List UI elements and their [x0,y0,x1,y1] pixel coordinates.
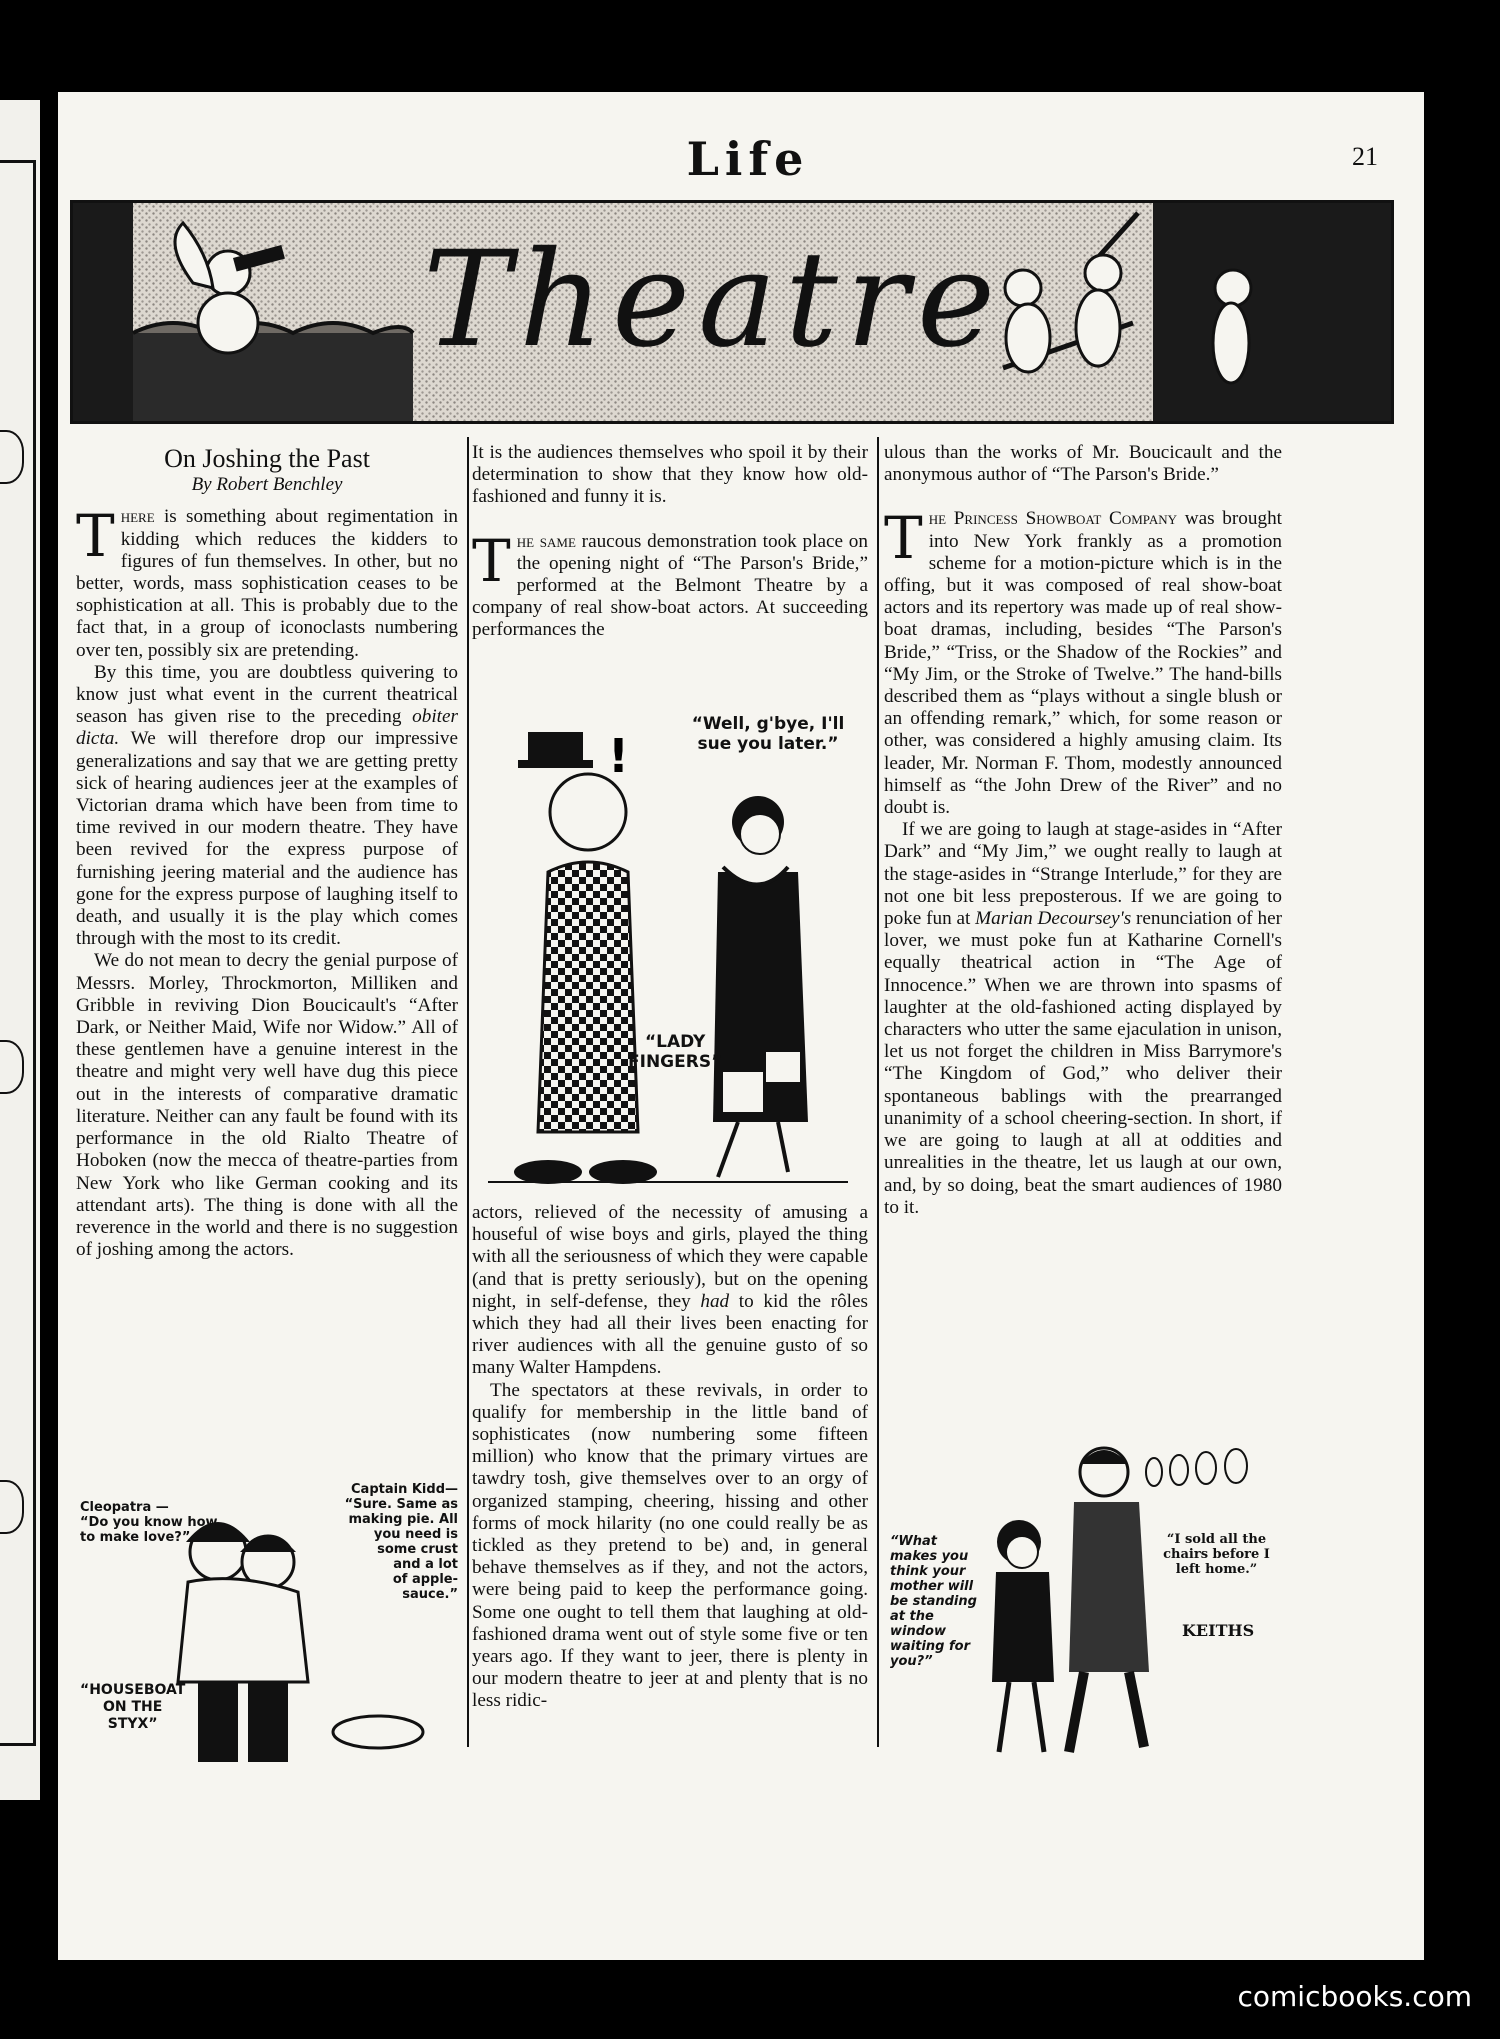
article-paragraph: actors, relieved of the necessity of amusing a houseful of wise boys and girls, played the thing with all the seriousness of which they were capable (and that is pretty seriously), but on the opening night, in self-defense, they had to kid the rôles which they had all their lives been enacting for river audiences with all the genuine gusto of so many Walter Hampdens. [472,1202,868,1379]
previous-page-edge [0,100,40,1800]
svg-text:!: ! [608,729,629,783]
keiths-cartoon [884,1432,1284,1772]
article-byline: By Robert Benchley [191,474,343,496]
article-paragraph: ulous than the works of Mr. Boucicault and the anonymous author of “The Parson's Bride.” [884,442,1282,486]
article-paragraph: By this time, you are doubtless quivering to know just what event in the current theatrical season has given rise to the preceding obiter dicta. We will therefore drop our impressive generalizations and say that we are getting pretty sick of hearing audiences jeer at the examples of Victorian drama which have been from time to time revived in our modern theatre. They have been revived for the express purpose of furnishing jeering material and the audience has gone for the express purpose of laughing itself to death, and usually it is the play which comes through with the most to its credit. [76,661,458,950]
article-headline: On Joshing the Past [164,444,370,473]
theatre-banner [70,200,1394,424]
drop-cap: T [472,526,511,595]
keiths-man-caption: “I sold all the chairs before I left home.” [1163,1532,1270,1577]
drop-cap: T [884,504,923,573]
lady-fingers-speech: “Well, g'bye, I'll sue you later.” [691,714,845,754]
article-column-1 [76,442,458,1261]
article-paragraph: It is the audiences themselves who spoil it by their determination to show that they know how old-fashioned and funny it is. [472,442,868,508]
keiths-woman-caption: “What makes you think your mother will be standing at the window waiting for you?” [890,1534,977,1669]
column-rule [877,437,879,1747]
drop-cap: T [76,502,115,571]
cupids-fighting-illustration [963,203,1293,421]
page-number: 21 [1352,142,1378,171]
article-paragraph: The same raucous demonstration took place on the opening night of “The Parson's Bride,” performed at the Belmont Theatre by a company of real show-boat actors. At succeeding performances the [472,526,868,641]
houseboat-title: “HOUSEBOAT ON THE STYX” [80,1682,186,1732]
article-paragraph: The spectators at these revivals, in order to qualify for membership in the little band of sophisticates (now numbering some fifteen million) who know that the primary virtues are tawdry tosh, give themselves over to an orgy of organized stamping, cheering, hissing and other forms of mock hilarity (no one could really be as tickled as they pretend to be) and, in general behave themselves as if they, and not the actors, were being paid to keep the performance going. Some one ought to tell them that laughing at old-fashioned drama went out of style some five or ten years ago. If they want to jeer, there is plenty in our modern theatre to jeer at and plenty that is no less ridic- [472,1379,868,1712]
lady-fingers-cartoon [488,702,858,1192]
article-paragraph: The Princess Showboat Company was brought into New York frankly as a promotion scheme for a motion-picture which is in the offing, but it was composed of real show-boat actors and its repertory was made up of real show-boat dramas, including, besides “The Parson's Bride,” “Triss, or the Shadow of the Rockies” and “My Jim, or the Stroke of Twelve.” The hand-bills described them as “plays without a single blush or an offending remark,” which, for some reason or other, was considered a highly amusing claim. Its leader, Mr. Norman F. Thom, modestly announced himself as “the John Drew of the River” and no doubt is. [884,504,1282,819]
masthead: Life [686,132,810,186]
banner-title: Theatre [422,223,1004,377]
cleopatra-caption: Cleopatra — “Do you know how to make love?” [80,1500,218,1545]
article-paragraph: There is something about regimentation in kidding which reduces the kidders to figures of fun themselves. In other, but no better, words, mass sophistication ceases to be sophistication at all. This is probably due to the fact that, in a group of iconoclasts numbering over ten, possibly six are pretending. [76,502,458,661]
cupid-balcony-illustration [113,203,433,421]
article-column-2-bottom [472,1202,868,1713]
lady-fingers-drawing [488,702,858,1192]
article-paragraph: We do not mean to decry the genial purpose of Messrs. Morley, Throckmorton, Milliken and Gribble in reviving Dion Boucicault's “After Dark, or Neither Maid, Wife nor Widow.” All of these gentlemen have a genuine interest in the theatre and might very well have dug this piece out in the interests of comparative dramatic literature. Neither can any fault be found with its performance in the old Rialto Theatre of Hoboken (now the mecca of theatre-parties from New York who like German cooking and its attendant arts). The thing is done with all the reverence in the world and there is no suggestion of joshing among the actors. [76,950,458,1261]
article-column-2-top [472,442,868,642]
article-paragraph: If we are going to laugh at stage-asides in “After Dark” and “My Jim,” we ought really to laugh at the stage-asides in “Strange Interlude,” for they are not one bit less preposterous. If we are going to poke fun at Marian Decoursey's renunciation of her lover, we must poke fun at Katharine Cornell's equally theatrical action in “The Age of Innocence.” When we are thrown into spasms of laughter at the old-fashioned acting displayed by characters who utter the same ejaculation in unison, let us not forget the children in Miss Barrymore's “The Kingdom of God,” who deliver their spontaneous bablings with the prearranged unanimity of a school cheering-section. In short, if we are going to laugh at all at oddities and unrealities in the theatre, let us laugh at our own, and, by so doing, beat the smart audiences of 1980 to it. [884,819,1282,1218]
houseboat-cartoon [68,1482,463,1772]
captain-kidd-caption: Captain Kidd— “Sure. Same as making pie. All you need is some crust and a lot of apple- sauce.” [344,1482,458,1602]
lady-fingers-title: “LADY FINGERS” [628,1032,723,1072]
article-column-3 [884,442,1282,1219]
magazine-page [58,92,1424,1960]
keiths-title: KEITHS [1182,1621,1255,1640]
column-rule [467,437,469,1747]
watermark: comicbooks.com [1237,1980,1472,2013]
